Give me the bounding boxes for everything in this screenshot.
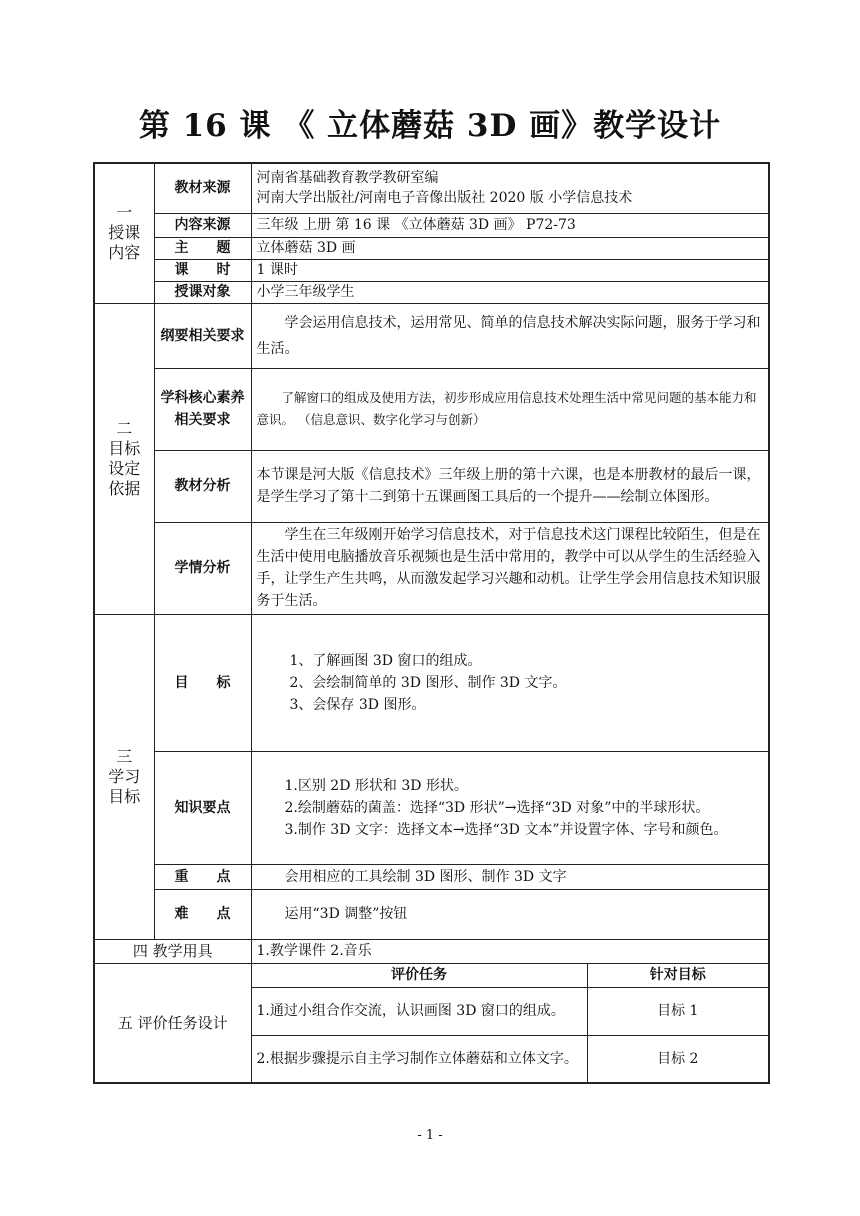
row-value-textbook-analysis: 本节课是河大版《信息技术》三年级上册的第十六课，也是本册教材的最后一课，是学生学习了第十二到第十五课画图工具后的一个提升——绘制立体图形。 <box>251 450 769 522</box>
lesson-plan-table <box>93 162 770 1084</box>
row-label-class-hours: 课 时 <box>154 259 251 281</box>
row-label-audience: 授课对象 <box>154 281 251 303</box>
objective-line-1: 1、了解画图 3D 窗口的组成。 <box>289 652 482 669</box>
section-4-label: 四 教学用具 <box>94 939 251 963</box>
row-label-objectives: 目 标 <box>154 614 251 751</box>
row-value-curriculum-requirements: 学会运用信息技术，运用常见、简单的信息技术解决实际问题，服务于学习和生活。 <box>251 303 769 368</box>
row-value-key-knowledge <box>251 751 769 864</box>
section-5-label: 五 评价任务设计 <box>94 963 251 1083</box>
row-value-learner-analysis: 学生在三年级刚开始学习信息技术，对于信息技术这门课程比较陌生，但是在生活中使用电脑播放音乐视频也是生活中常用的，教学中可以从学生的生活经验入手，让学生产生共鸣，从而激发起学习兴趣和动机。让学生学会用信息技术知识服务于生活。 <box>251 522 769 614</box>
row-value-difficulty: 运用“3D 调整”按钮 <box>251 889 769 939</box>
section-2-label: 二 目标 设定 依据 <box>94 303 154 614</box>
page-number: - 1 - <box>417 1128 443 1143</box>
objective-line-3: 3、会保存 3D 图形。 <box>289 696 426 713</box>
evaluation-target-2: 目标 2 <box>587 1035 769 1083</box>
knowledge-line-2: 2.绘制蘑菇的菌盖：选择“3D 形状”→选择“3D 对象”中的半球形状。 <box>284 799 710 816</box>
evaluation-task-2: 2.根据步骤提示自主学习制作立体蘑菇和立体文字。 <box>251 1035 587 1083</box>
row-value-audience: 小学三年级学生 <box>251 281 769 303</box>
row-label-textbook-source: 教材来源 <box>154 163 251 213</box>
row-value-key-point: 会用相应的工具绘制 3D 图形、制作 3D 文字 <box>251 864 769 889</box>
header-evaluation-task: 评价任务 <box>251 963 587 987</box>
row-label-topic: 主 题 <box>154 237 251 259</box>
textbook-source-line-1: 河南省基础教育教学教研室编 <box>256 170 439 187</box>
row-label-difficulty: 难 点 <box>154 889 251 939</box>
row-label-learner-analysis: 学情分析 <box>154 522 251 614</box>
row-label-curriculum-requirements: 纲要相关要求 <box>154 303 251 368</box>
row-value-objectives <box>251 614 769 751</box>
row-value-content-source: 三年级 上册 第 16 课 《立体蘑菇 3D 画》 P72-73 <box>251 213 769 237</box>
row-value-textbook-source <box>251 163 769 213</box>
section-3-label: 三 学习 目标 <box>94 614 154 939</box>
knowledge-line-1: 1.区别 2D 形状和 3D 形状。 <box>284 777 468 794</box>
evaluation-target-1: 目标 1 <box>587 987 769 1035</box>
row-value-class-hours: 1 课时 <box>251 259 769 281</box>
row-value-core-literacy: 了解窗口的组成及使用方法，初步形成应用信息技术处理生活中常见问题的基本能力和意识。 （信息意识、数字化学习与创新） <box>251 368 769 450</box>
knowledge-line-3: 3.制作 3D 文字：选择文本→选择“3D 文本”并设置字体、字号和颜色。 <box>284 821 728 838</box>
row-value-teaching-tools: 1.教学课件 2.音乐 <box>251 939 769 963</box>
objective-line-2: 2、会绘制简单的 3D 图形、制作 3D 文字。 <box>289 674 567 691</box>
header-target: 针对目标 <box>587 963 769 987</box>
row-label-textbook-analysis: 教材分析 <box>154 450 251 522</box>
page-title: 第 16 课 《 立体蘑菇 3D 画》教学设计 <box>138 108 722 144</box>
row-label-key-knowledge: 知识要点 <box>154 751 251 864</box>
row-label-key-point: 重 点 <box>154 864 251 889</box>
row-label-core-literacy: 学科核心素养相关要求 <box>154 368 251 450</box>
textbook-source-line-2: 河南大学出版社/河南电子音像出版社 2020 版 小学信息技术 <box>256 190 633 207</box>
row-value-topic: 立体蘑菇 3D 画 <box>251 237 769 259</box>
evaluation-task-1: 1.通过小组合作交流，认识画图 3D 窗口的组成。 <box>251 987 587 1035</box>
row-label-content-source: 内容来源 <box>154 213 251 237</box>
section-1-label: 一 授课 内容 <box>94 163 154 303</box>
